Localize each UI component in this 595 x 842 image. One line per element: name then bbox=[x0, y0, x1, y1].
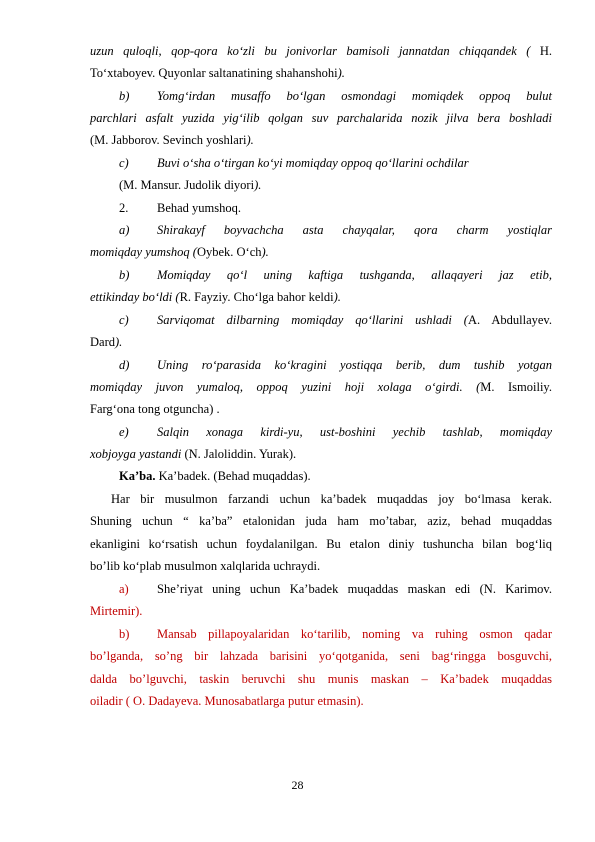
text-line: Behad yumshoq. bbox=[157, 201, 242, 215]
text-line: Sarviqomat dilbarning momiqday qo‘llarini ushladi (A. Abdullayev. bbox=[157, 313, 552, 327]
text-line: To‘xtaboyev. Quyonlar saltanatining shahanshohi). bbox=[90, 66, 345, 80]
text-line: Buvi o‘sha o‘tirgan ko‘yi momiqday oppoq qo‘llarini ochdilar bbox=[157, 156, 469, 170]
section-heading: Ka’ba. Ka’badek. (Behad muqaddas). bbox=[119, 469, 311, 483]
list-marker: c) bbox=[119, 313, 129, 327]
text-line: Shirakayf boyvachcha asta chayqalar, qora charm yostiqlar bbox=[157, 223, 552, 237]
text-line: She’riyat uning uchun Ka’badek muqaddas maskan edi (N. Karimov. bbox=[157, 582, 552, 596]
list-marker: b) bbox=[119, 89, 130, 103]
text-line: bo’lganda, so’ng bir lahzada barisini yo‘qotganida, seni bag‘ringga bosguvchi, bbox=[90, 649, 552, 663]
text-line: oiladir ( O. Dadayeva. Munosabatlarga putur etmasin). bbox=[90, 694, 364, 708]
list-marker: a) bbox=[119, 223, 130, 237]
text-line: Farg‘ona tong otguncha) . bbox=[90, 402, 220, 416]
list-marker: b) bbox=[119, 268, 130, 282]
list-marker: a) bbox=[119, 582, 129, 596]
text-line: Salqin xonaga kirdi-yu, ust-boshini yechib tashlab, momiqday bbox=[157, 425, 552, 439]
list-marker: d) bbox=[119, 358, 130, 372]
text-line: Mansab pillapoyalaridan ko‘tarilib, noming va ruhing osmon qadar bbox=[157, 627, 552, 641]
text-line: dalda bo’lguvchi, taskin beruvchi shu munis maskan – Ka’badek muqaddas bbox=[90, 672, 552, 686]
text-line: ettikinday bo‘ldi (R. Fayziy. Cho‘lga bahor keldi). bbox=[90, 290, 341, 304]
paragraph-line: ekanligini ko‘rsatish uchun foydalanilgan. Bu etalon diniy tushuncha bilan bog‘liq bbox=[90, 537, 552, 551]
list-marker: c) bbox=[119, 156, 129, 170]
text-line: xobjoyga yastandi (N. Jaloliddin. Yurak). bbox=[90, 447, 297, 461]
text-line: momiqday yumshoq (Oybek. O‘ch). bbox=[90, 245, 269, 259]
text-line: (M. Jabborov. Sevinch yoshlari). bbox=[90, 133, 254, 147]
list-marker: e) bbox=[119, 425, 129, 439]
text-line: Mirtemir). bbox=[90, 604, 143, 618]
text-line: Yomg‘irdan musaffo bo‘lgan osmondagi momiqdek oppoq bulut bbox=[157, 89, 552, 103]
page-number: 28 bbox=[291, 778, 304, 792]
text-line: Dard). bbox=[90, 335, 123, 349]
text-line: Momiqday qo‘l uning kaftiga tushganda, allaqayeri jaz etib, bbox=[157, 268, 552, 282]
paragraph-line: Har bir musulmon farzandi uchun ka’badek muqaddas joy bo‘lmasa kerak. bbox=[111, 492, 552, 506]
text-line: momiqday juvon yumaloq, oppoq yuzini hoji xolaga o‘girdi. (M. Ismoiliy. bbox=[90, 380, 552, 394]
paragraph-line: bo’lib ko‘plab musulmon xalqlarida uchraydi. bbox=[90, 559, 321, 573]
text-line: uzun quloqli, qop-qora ko‘zli bu jonivorlar bamisoli jannatdan chiqqandek ( H. bbox=[90, 44, 552, 58]
list-marker: 2. bbox=[119, 201, 129, 215]
text-line: parchlari asfalt yuzida yig‘ilib qolgan suv parchalarida nozik jilva bera boshladi bbox=[90, 111, 552, 125]
list-marker: b) bbox=[119, 627, 130, 641]
text-line: Uning ro‘parasida ko‘kragini yostiqqa berib, dum tushib yotgan bbox=[157, 358, 552, 372]
paragraph-line: Shuning uchun “ ka’ba” etalonidan juda ham mo’tabar, aziz, behad muqaddas bbox=[90, 514, 552, 528]
text-line: (M. Mansur. Judolik diyori). bbox=[119, 178, 262, 192]
